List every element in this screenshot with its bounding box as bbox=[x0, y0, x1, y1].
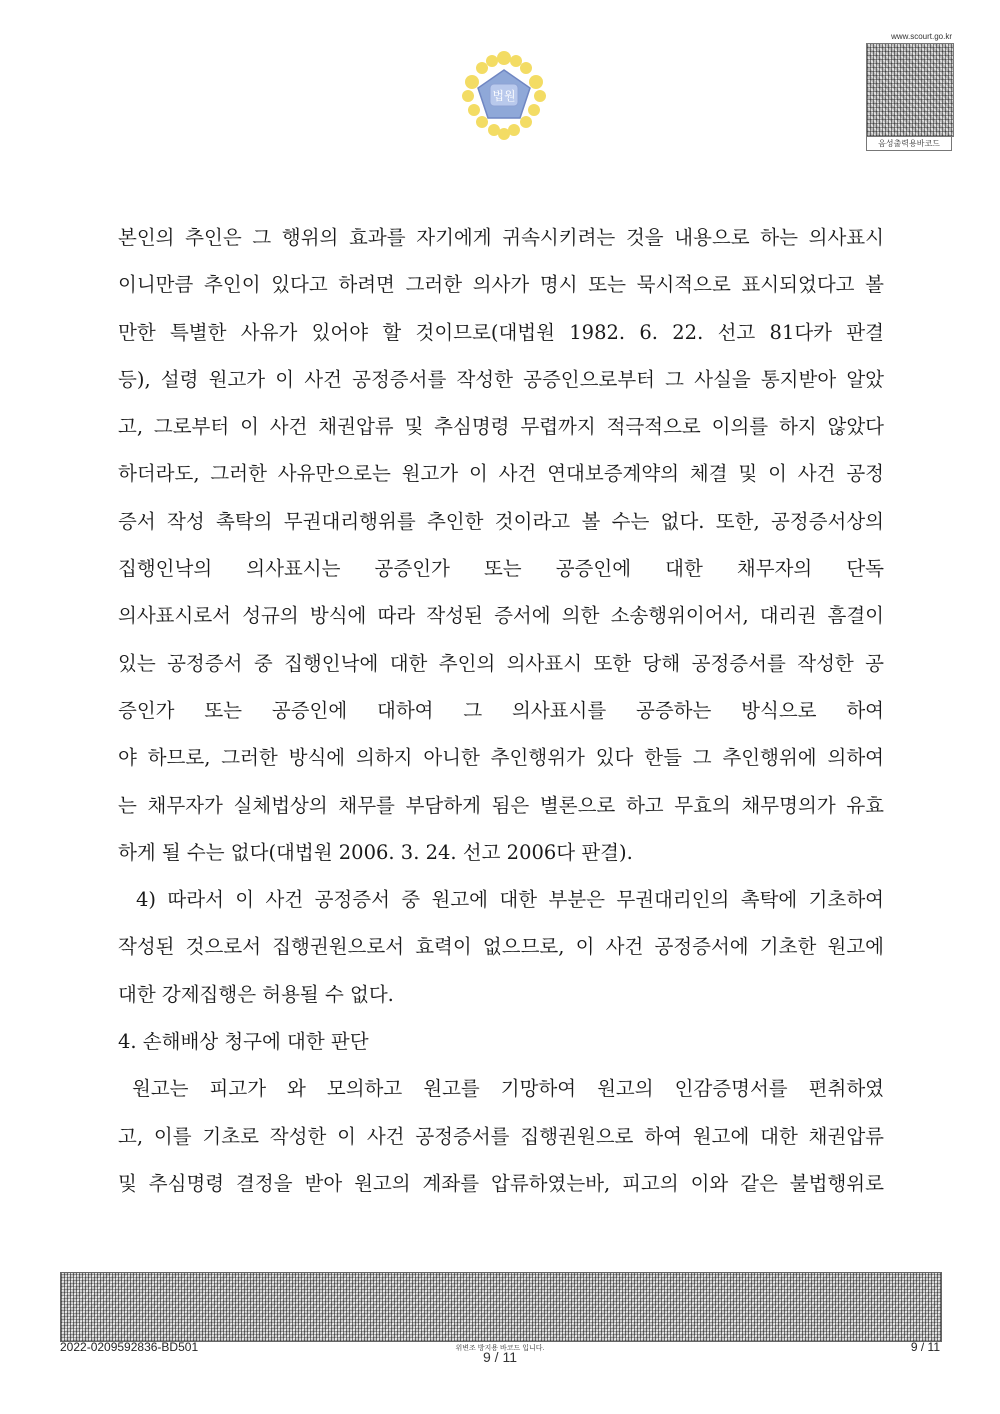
body-line: 고, 그로부터 이 사건 채권압류 및 추심명령 무렵까지 적극적으로 이의를 하지 않았다 bbox=[118, 415, 884, 439]
audio-barcode-block bbox=[866, 32, 952, 151]
anti-forgery-barcode bbox=[60, 1272, 942, 1342]
court-url: www.scourt.go.kr bbox=[891, 32, 952, 41]
body-line: 야 하므로, 그러한 방식에 의하지 아니한 추인행위가 있다 한들 그 추인행위에 의하여 bbox=[118, 746, 884, 770]
body-line: 등), 설령 원고가 이 사건 공정증서를 작성한 공증인으로부터 그 사실을 통지받아 알았 bbox=[118, 367, 884, 391]
body-line: 원고는 피고가 와 모의하고 원고를 기망하여 원고의 인감증명서를 편취하였 bbox=[132, 1077, 884, 1101]
center-page-number: 9 / 11 bbox=[483, 1349, 517, 1365]
body-line: 증인가 또는 공증인에 대하여 그 의사표시를 공증하는 방식으로 하여 bbox=[118, 698, 884, 722]
section-heading: 4. 손해배상 청구에 대한 판단 bbox=[118, 1030, 369, 1054]
body-line: 고, 이를 기초로 작성한 이 사건 공정증서를 집행권원으로 하여 원고에 대한 채권압류 bbox=[118, 1124, 884, 1148]
body-line: 이니만큼 추인이 있다고 하려면 그러한 의사가 명시 또는 묵시적으로 표시되었다고 볼 bbox=[118, 273, 884, 297]
document-body bbox=[118, 214, 884, 1207]
body-line: 하게 될 수는 없다(대법원 2006. 3. 24. 선고 2006다 판결). bbox=[118, 840, 633, 864]
body-line: 만한 특별한 사유가 있어야 할 것이므로(대법원 1982. 6. 22. 선고 81다카 판결 bbox=[118, 320, 884, 344]
body-line: 대한 강제집행은 허용될 수 없다. bbox=[118, 982, 394, 1006]
body-line: 증서 작성 촉탁의 무권대리행위를 추인한 것이라고 볼 수는 없다. 또한, 공정증서상의 bbox=[118, 509, 884, 533]
body-line: 본인의 추인은 그 행위의 효과를 자기에게 귀속시키려는 것을 내용으로 하는 의사표시 bbox=[118, 226, 884, 249]
body-line: 집행인낙의 의사표시는 공증인가 또는 공증인에 대한 채무자의 단독 bbox=[118, 557, 884, 581]
body-line: 작성된 것으로서 집행권원으로서 효력이 없으므로, 이 사건 공정증서에 기초한 원고에 bbox=[118, 935, 884, 959]
court-seal-logo bbox=[456, 48, 552, 144]
seal-text: 법원 bbox=[492, 89, 516, 103]
body-line: 4) 따라서 이 사건 공정증서 중 원고에 대한 부분은 무권대리인의 촉탁에 기초하여 bbox=[136, 888, 884, 912]
qr-caption: 음성출력용바코드 bbox=[866, 137, 952, 151]
document-id: 2022-0209592836-BD501 bbox=[60, 1340, 199, 1354]
page-number: 9 / 11 bbox=[910, 1340, 940, 1354]
qr-code-image bbox=[866, 43, 954, 137]
body-line: 및 추심명령 결정을 받아 원고의 계좌를 압류하였는바, 피고의 이와 같은 불법행위로 bbox=[118, 1171, 884, 1195]
body-line: 하더라도, 그러한 사유만으로는 원고가 이 사건 연대보증계약의 체결 및 이 사건 공정 bbox=[118, 462, 884, 486]
barcode-note: 위변조 방지용 바코드 입니다. bbox=[455, 1345, 545, 1352]
body-line: 있는 공정증서 중 집행인낙에 대한 추인의 의사표시 또한 당해 공정증서를 작성한 공 bbox=[118, 651, 884, 675]
body-line: 의사표시로서 성규의 방식에 따라 작성된 증서에 의한 소송행위이어서, 대리권 흠결이 bbox=[118, 604, 884, 628]
body-line: 는 채무자가 실체법상의 채무를 부담하게 됨은 별론으로 하고 무효의 채무명의가 유효 bbox=[118, 793, 884, 817]
